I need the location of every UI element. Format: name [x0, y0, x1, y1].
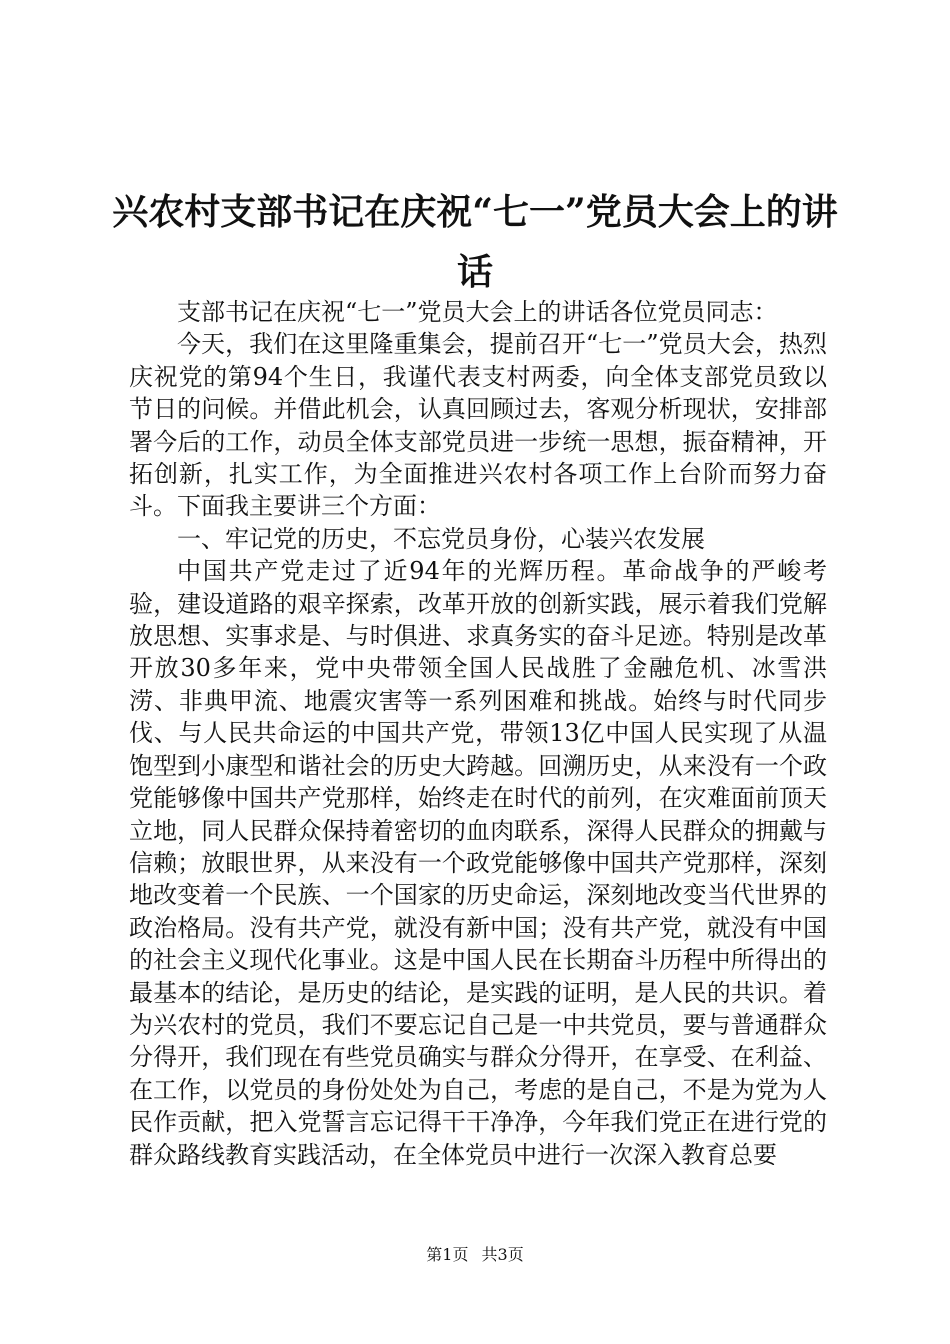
document-body: [129, 296, 827, 1171]
document-title: 兴农村支部书记在庆祝“七一”党员大会上的讲话: [112, 191, 838, 293]
section-heading: 一、牢记党的历史，不忘党员身份，心装兴农发展: [177, 524, 705, 553]
page-footer: [0, 1244, 950, 1266]
salutation-paragraph: 支部书记在庆祝“七一”党员大会上的讲话各位党员同志：: [177, 298, 778, 326]
intro-paragraph: 今天，我们在这里隆重集会，提前召开“七一”党员大会，热烈庆祝党的第94个生日，我谨代表支村两委，向全体支部党员致以节日的问候。并借此机会，认真回顾过去，客观分析现状，安排部署今后的工作，动员全体支部党员进一步统一思想，振奋精神，开拓创新，扎实工作，为全面推进兴农村各项工作上台阶而努力奋斗。下面我主要讲三个方面：: [129, 330, 827, 521]
page-number: 第1页: [426, 1245, 469, 1264]
body-paragraph: 中国共产党走过了近94年的光辉历程。革命战争的严峻考验，建设道路的艰辛探索，改革开放的创新实践，展示着我们党解放思想、实事求是、与时俱进、求真务实的奋斗足迹。特别是改革开放30多年来，党中央带领全国人民战胜了金融危机、冰雪洪涝、非典甲流、地震灾害等一系列困难和挑战。始终与时代同步伐、与人民共命运的中国共产党，带领13亿中国人民实现了从温饱型到小康型和谐社会的历史大跨越。回溯历史，从来没有一个政党能够像中国共产党那样，始终走在时代的前列，在灾难面前顶天立地，同人民群众保持着密切的血肉联系，深得人民群众的拥戴与信赖；放眼世界，从来没有一个政党能够像中国共产党那样，深刻地改变着一个民族、一个国家的历史命运，深刻地改变当代世界的政治格局。没有共产党，就没有新中国；没有共产党，就没有中国的社会主义现代化事业。这是中国人民在长期奋斗历程中所得出的最基本的结论，是历史的结论，是实践的证明，是人民的共识。着为兴农村的党员，我们不要忘记自己是一中共党员，要与普通群众分得开，我们现在有些党员确实与群众分得开，在享受、在利益、在工作，以党员的身份处处为自己，考虑的是自己，不是为党为人民作贡献，把入党誓言忘记得干干净净，今年我们党正在进行党的群众路线教育实践活动，在全体党员中进行一次深入教育总要: [129, 557, 827, 1169]
page-total: 共3页: [481, 1245, 524, 1264]
